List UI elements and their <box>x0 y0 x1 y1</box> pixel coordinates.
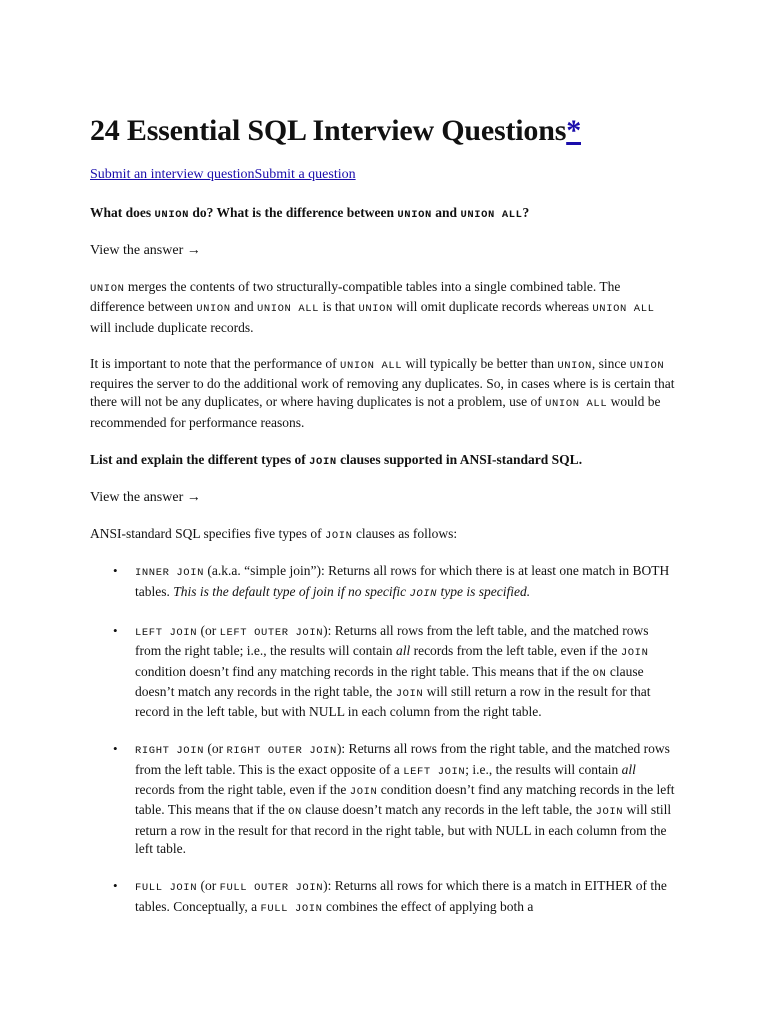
bullet-icon: • <box>113 563 118 579</box>
q1-code: UNION <box>154 209 190 221</box>
code-snippet: ON <box>592 667 607 680</box>
code-snippet: ON <box>288 806 302 819</box>
item-italic-text: all <box>395 643 411 659</box>
q2-text: clauses supported in ANSI-standard SQL. <box>336 452 583 468</box>
item-italic-text: type is specified. <box>437 583 531 599</box>
item-text: will still return a row in the result for that record in the left table, but with NULL in each column from the right table. <box>135 683 651 720</box>
list-item-right-join <box>90 740 678 858</box>
code-snippet: UNION <box>196 303 231 316</box>
item-text: ): Returns all rows from the left table, and the matched rows from the right table; i.e., the results will contain <box>135 622 649 659</box>
list-item-full-join <box>90 877 678 918</box>
code-snippet: UNION ALL <box>545 398 608 411</box>
code-snippet: UNION ALL <box>256 303 320 316</box>
paragraph-text: requires the server to do the additional work of removing any duplicates. So, in cases where is is certain that there will not be any duplicates, or where having duplicates is not a problem, use of <box>90 376 675 410</box>
item-text: ; i.e., the results will contain <box>465 761 622 777</box>
code-snippet: JOIN <box>620 647 649 660</box>
bullet-icon: • <box>113 622 118 638</box>
answer-2-intro <box>90 525 678 545</box>
code-snippet: FULL JOIN <box>135 882 198 895</box>
item-italic-text: all <box>621 761 636 777</box>
view-answer-link-1[interactable]: View the answer → <box>90 243 201 258</box>
code-snippet: JOIN <box>595 806 624 819</box>
q1-text: do? What is the difference between <box>189 205 398 220</box>
item-text: clause doesn’t match any records in the left table, the <box>301 802 596 818</box>
paragraph-text: clauses as follows: <box>352 526 458 542</box>
item-text: clause doesn’t match any records in the right table, the <box>135 663 644 699</box>
item-text: (or <box>204 741 227 757</box>
item-text: will still return a row in the result for that record in the right table, but with NULL in each column from the left table. <box>135 802 672 856</box>
title-asterisk-link[interactable]: * <box>566 114 581 147</box>
submit-question-link[interactable]: Submit a question <box>254 167 356 182</box>
paragraph-text: will omit duplicate records whereas <box>392 299 593 315</box>
code-snippet: JOIN <box>349 786 378 799</box>
code-snippet: JOIN <box>395 687 424 700</box>
code-snippet: FULL OUTER JOIN <box>219 882 324 895</box>
item-text: ): Returns all rows from the right table, and the matched rows from the left table. This is the exact opposite of a <box>135 741 670 777</box>
paragraph-text: , since <box>591 355 630 371</box>
item-text: condition doesn’t find any matching records in the right table. This means that if the <box>135 663 593 679</box>
paragraph-text: will typically be better than <box>402 355 558 371</box>
item-text: condition doesn’t find any matching records in the left table. This means that if the <box>135 782 675 818</box>
item-text: ): Returns all rows for which there is a match in EITHER of the tables. Conceptually, a <box>135 878 667 914</box>
item-text: records from the right table, even if the <box>135 782 350 798</box>
paragraph-text: is that <box>319 299 359 315</box>
code-snippet: UNION <box>90 283 125 295</box>
question-1 <box>90 204 678 224</box>
code-snippet: UNION <box>557 359 592 372</box>
code-snippet: INNER JOIN <box>135 567 205 580</box>
q1-text: and <box>431 205 461 220</box>
question-2 <box>90 451 678 471</box>
paragraph-text: and <box>230 299 257 315</box>
code-snippet: LEFT OUTER JOIN <box>219 626 324 639</box>
list-item-inner-join <box>90 562 678 603</box>
code-snippet: UNION ALL <box>592 303 655 316</box>
page-title <box>90 0 678 149</box>
paragraph-text: would be recommended for performance reasons. <box>90 394 661 430</box>
q1-text: ? <box>522 205 530 220</box>
q1-text: What does <box>90 205 155 220</box>
paragraph-text: It is important to note that the performance of <box>90 355 341 371</box>
q1-code: UNION <box>397 209 432 221</box>
view-answer-link-2[interactable]: View the answer → <box>90 490 201 506</box>
code-snippet: RIGHT OUTER JOIN <box>226 745 337 758</box>
q1-code: UNION ALL <box>460 209 523 221</box>
list-item-left-join <box>90 622 678 721</box>
code-snippet: RIGHT JOIN <box>135 745 205 758</box>
code-snippet: UNION <box>358 303 393 316</box>
code-snippet: UNION ALL <box>340 359 403 372</box>
code-snippet: FULL JOIN <box>260 902 323 915</box>
join-types-list <box>90 562 678 917</box>
bullet-icon: • <box>113 878 118 894</box>
submit-interview-question-link[interactable]: Submit an interview question <box>90 167 255 182</box>
answer-1-paragraph-1 <box>90 278 678 337</box>
code-snippet: JOIN <box>409 587 438 600</box>
item-italic-text: This is the default type of join if no specific <box>173 583 410 599</box>
item-text: records from the left table, even if the <box>410 643 621 659</box>
item-text: (or <box>197 622 220 638</box>
code-snippet: JOIN <box>324 530 353 543</box>
paragraph-text: will include duplicate records. <box>90 319 254 335</box>
paragraph-text: ANSI-standard SQL specifies five types of <box>90 526 325 542</box>
submit-links <box>90 166 678 184</box>
code-snippet: LEFT JOIN <box>135 626 198 639</box>
item-text: combines the effect of applying both a <box>322 898 534 914</box>
item-text: (or <box>197 878 220 894</box>
answer-1-paragraph-2 <box>90 355 678 432</box>
code-snippet: LEFT JOIN <box>403 765 466 778</box>
code-snippet: UNION <box>629 359 665 372</box>
q2-code: JOIN <box>309 456 337 469</box>
paragraph-text: merges the contents of two structurally-compatible tables into a single combined table. The difference between <box>90 279 621 315</box>
title-text: 24 Essential SQL Interview Questions <box>90 114 567 147</box>
q2-text: List and explain the different types of <box>90 452 310 468</box>
bullet-icon: • <box>113 741 118 757</box>
item-text: (a.k.a. “simple join”): Returns all rows for which there is at least one match in BOTH tables. <box>135 563 670 599</box>
